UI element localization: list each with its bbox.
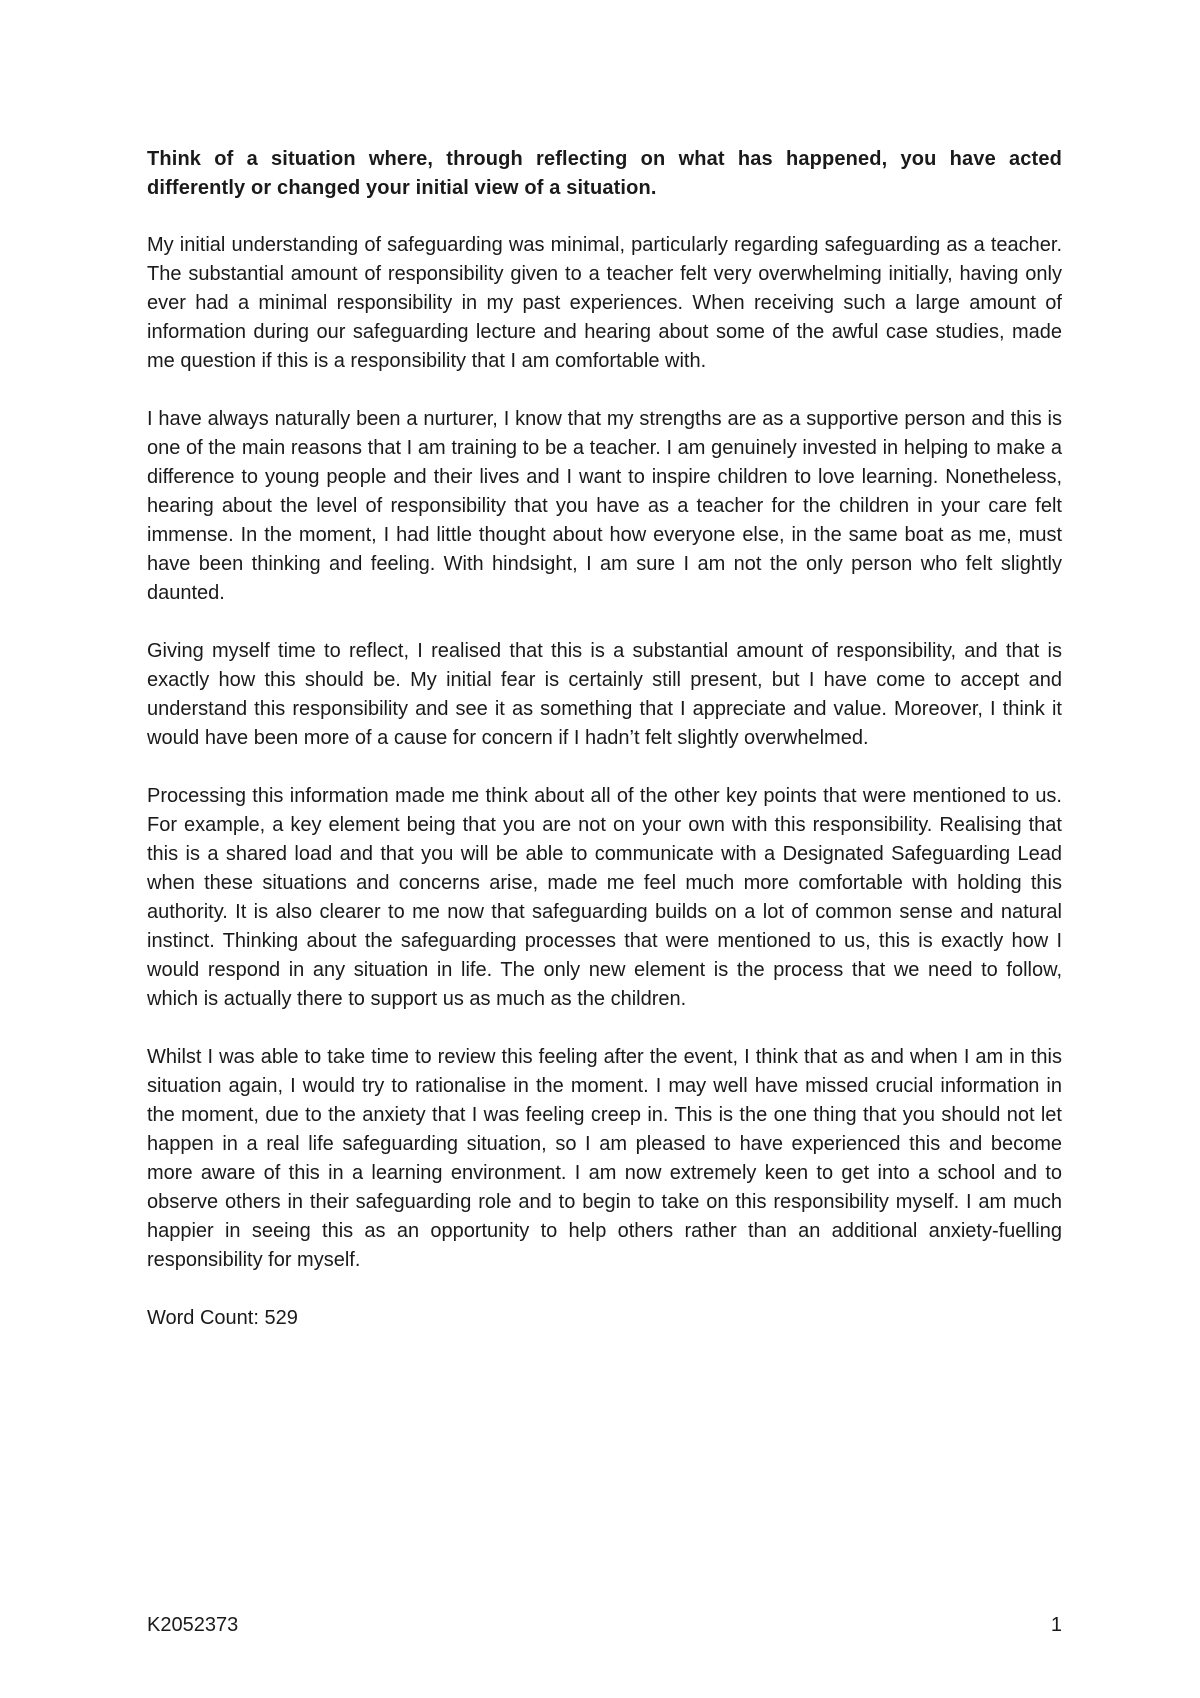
paragraph-4: Processing this information made me think about all of the other key points that were mentioned to us. For example, a key element being that you are not on your own with this responsibility. Realising that this is a shared load and that you will be able to communicate with a Designated Safeguarding Lead when these situations and concerns arise, made me feel much more comfortable with holding this authority. It is also clearer to me now that safeguarding builds on a lot of common sense and natural instinct. Thinking about the safeguarding processes that were mentioned to us, this is exactly how I would respond in any situation in life. The only new element is the process that we need to follow, which is actually there to support us as much as the children. [147, 785, 1062, 1010]
paragraph-5: Whilst I was able to take time to review this feeling after the event, I think that as and when I am in this situation again, I would try to rationalise in the moment. I may well have missed crucial information in the moment, due to the anxiety that I was feeling creep in. This is the one thing that you should not let happen in a real life safeguarding situation, so I am pleased to have experienced this and become more aware of this in a learning environment. I am now extremely keen to get into a school and to observe others in their safeguarding role and to begin to take on this responsibility myself. I am much happier in seeing this as an opportunity to help others rather than an additional anxiety-fuelling responsibility for myself. [147, 1046, 1062, 1271]
document-body [147, 145, 1062, 1333]
paragraph-2: I have always naturally been a nurturer, I know that my strengths are as a supportive person and this is one of the main reasons that I am training to be a teacher. I am genuinely invested in helping to make a difference to young people and their lives and I want to inspire children to love learning. Nonetheless, hearing about the level of responsibility that you have as a teacher for the children in your care felt immense. In the moment, I had little thought about how everyone else, in the same boat as me, must have been thinking and feeling. With hindsight, I am sure I am not the only person who felt slightly daunted. [147, 408, 1062, 604]
paragraph-1: My initial understanding of safeguarding was minimal, particularly regarding safeguarding as a teacher. The substantial amount of responsibility given to a teacher felt very overwhelming initially, having only ever had a minimal responsibility in my past experiences. When receiving such a large amount of information during our safeguarding lecture and hearing about some of the awful case studies, made me question if this is a responsibility that I am comfortable with. [147, 234, 1062, 372]
word-count: Word Count: 529 [147, 1307, 298, 1329]
question-heading: Think of a situation where, through reflecting on what has happened, you have acted differently or changed your initial view of a situation. [147, 148, 1062, 199]
footer-student-id: K2052373 [147, 1614, 239, 1636]
paragraph-3: Giving myself time to reflect, I realised that this is a substantial amount of responsibility, and that is exactly how this should be. My initial fear is certainly still present, but I have come to accept and understand this responsibility and see it as something that I appreciate and value. Moreover, I think it would have been more of a cause for concern if I hadn’t felt slightly overwhelmed. [147, 640, 1062, 749]
footer-page-number: 1 [1050, 1614, 1062, 1636]
